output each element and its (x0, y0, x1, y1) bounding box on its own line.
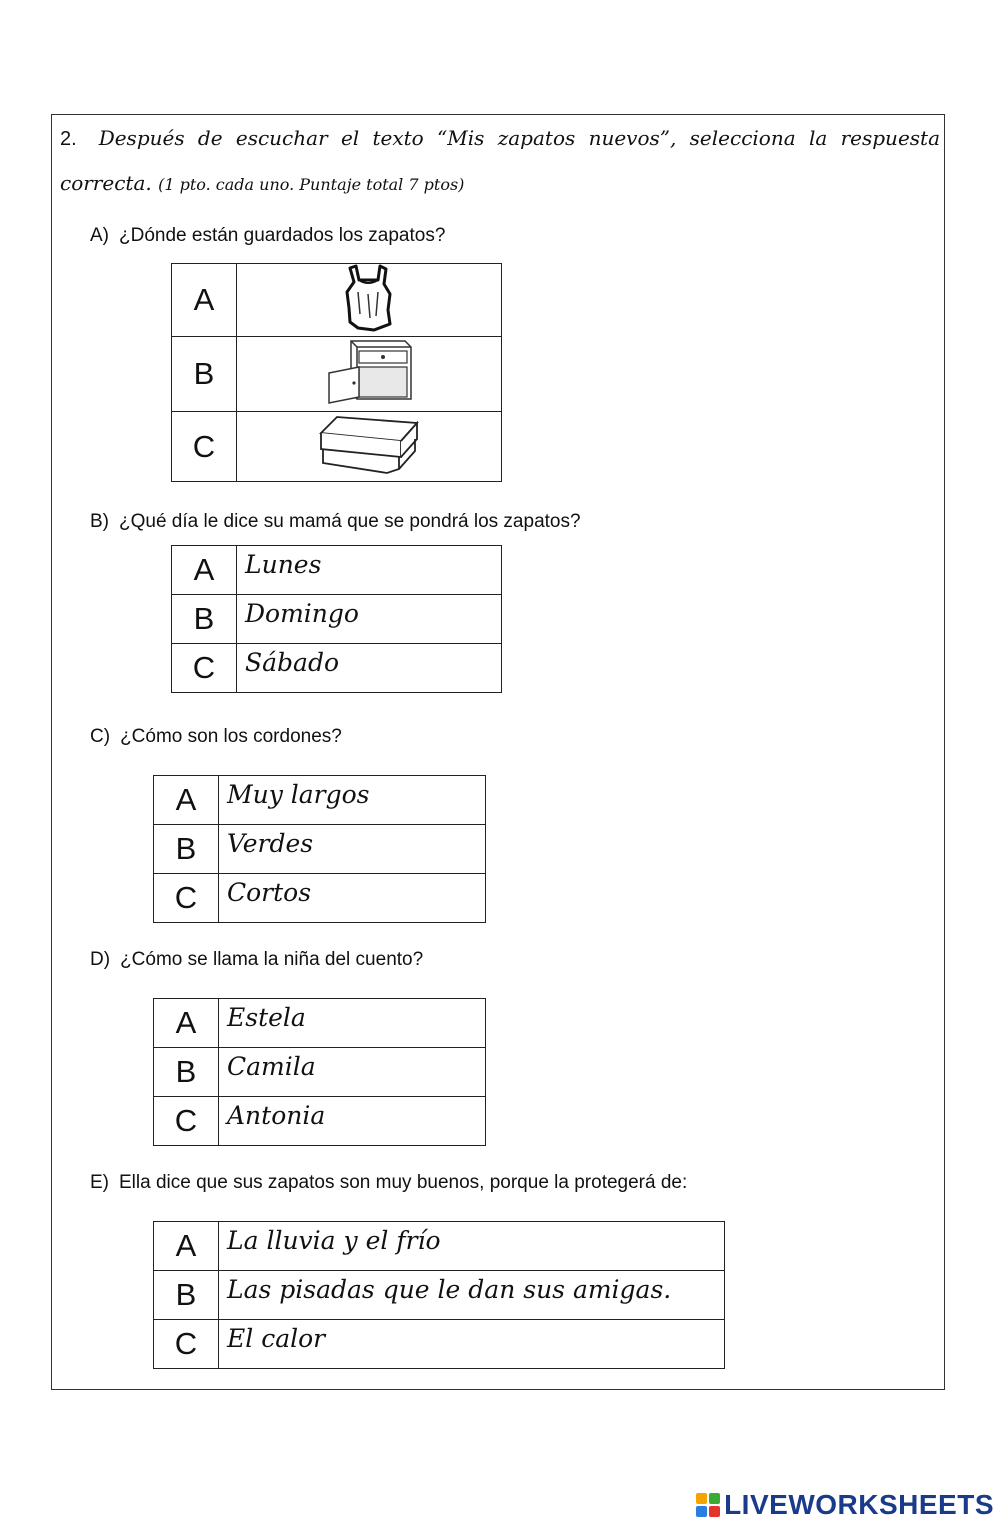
liveworksheets-brand (695, 1489, 994, 1521)
option-letter[interactable]: B (154, 1271, 219, 1320)
option-row[interactable] (172, 412, 502, 482)
question-text: ¿Dónde están guardados los zapatos? (119, 225, 446, 246)
option-answer[interactable]: El calor (219, 1320, 725, 1369)
shoebox-icon (317, 413, 421, 477)
question-text: ¿Cómo se llama la niña del cuento? (120, 949, 424, 970)
option-letter[interactable]: A (172, 546, 237, 595)
option-row[interactable] (154, 1097, 486, 1146)
question-e (90, 1172, 687, 1194)
option-answer[interactable]: Estela (219, 999, 486, 1048)
option-row[interactable] (172, 644, 502, 693)
option-answer[interactable]: La lluvia y el frío (219, 1222, 725, 1271)
option-row[interactable] (172, 264, 502, 337)
question-letter: C) (90, 726, 111, 747)
option-answer[interactable]: Las pisadas que le dan sus amigas. (219, 1271, 725, 1320)
options-table-d (153, 998, 486, 1146)
option-row[interactable] (172, 595, 502, 644)
option-letter[interactable]: A (154, 1222, 219, 1271)
question-letter: D) (90, 949, 111, 970)
question-d (90, 949, 423, 971)
options-table-c (153, 775, 486, 923)
question-text: Ella dice que sus zapatos son muy buenos, porque la protegerá de: (119, 1172, 688, 1193)
option-letter[interactable]: A (154, 999, 219, 1048)
instruction-text: Después de escuchar el texto “Mis zapatos nuevos”, selecciona la respuesta correcta. (60, 126, 940, 195)
plastic-bag-icon (344, 264, 394, 332)
option-answer[interactable]: Domingo (237, 595, 502, 644)
option-answer[interactable]: Antonia (219, 1097, 486, 1146)
option-letter[interactable]: B (154, 825, 219, 874)
option-letter[interactable]: C (154, 1097, 219, 1146)
option-row[interactable] (172, 337, 502, 412)
options-table-a (171, 263, 502, 482)
option-answer[interactable]: Cortos (219, 874, 486, 923)
option-answer[interactable]: Camila (219, 1048, 486, 1097)
option-row[interactable] (154, 1222, 725, 1271)
option-answer[interactable]: Lunes (237, 546, 502, 595)
question-text: ¿Cómo son los cordones? (120, 726, 342, 747)
option-row[interactable] (154, 999, 486, 1048)
option-letter[interactable]: C (154, 1320, 219, 1369)
option-letter[interactable]: B (172, 595, 237, 644)
nightstand-icon (321, 337, 417, 407)
option-row[interactable] (154, 825, 486, 874)
option-answer[interactable]: Sábado (237, 644, 502, 693)
option-row[interactable] (172, 546, 502, 595)
option-row[interactable] (154, 874, 486, 923)
question-letter: B) (90, 511, 109, 532)
option-image-cell[interactable] (237, 412, 502, 482)
question-letter: A) (90, 225, 109, 246)
option-letter[interactable]: C (172, 412, 237, 482)
instruction-points: (1 pto. cada uno. Puntaje total 7 ptos) (158, 175, 465, 194)
instruction (60, 116, 940, 207)
question-letter: E) (90, 1172, 109, 1193)
option-answer[interactable]: Muy largos (219, 776, 486, 825)
instruction-number: 2. (60, 128, 77, 150)
options-table-e (153, 1221, 725, 1369)
question-c (90, 726, 342, 748)
option-letter[interactable]: A (154, 776, 219, 825)
option-row[interactable] (154, 776, 486, 825)
question-b (90, 511, 581, 533)
question-text: ¿Qué día le dice su mamá que se pondrá los zapatos? (119, 511, 581, 532)
option-letter[interactable]: B (172, 337, 237, 412)
option-letter[interactable]: B (154, 1048, 219, 1097)
option-letter[interactable]: A (172, 264, 237, 337)
option-letter[interactable]: C (172, 644, 237, 693)
option-row[interactable] (154, 1320, 725, 1369)
option-letter[interactable]: C (154, 874, 219, 923)
liveworksheets-logo-icon (695, 1492, 721, 1518)
option-row[interactable] (154, 1048, 486, 1097)
question-a (90, 225, 445, 247)
option-image-cell[interactable] (237, 337, 502, 412)
brand-name: LIVEWORKSHEETS (724, 1489, 994, 1520)
option-row[interactable] (154, 1271, 725, 1320)
options-table-b (171, 545, 502, 693)
option-image-cell[interactable] (237, 264, 502, 337)
option-answer[interactable]: Verdes (219, 825, 486, 874)
